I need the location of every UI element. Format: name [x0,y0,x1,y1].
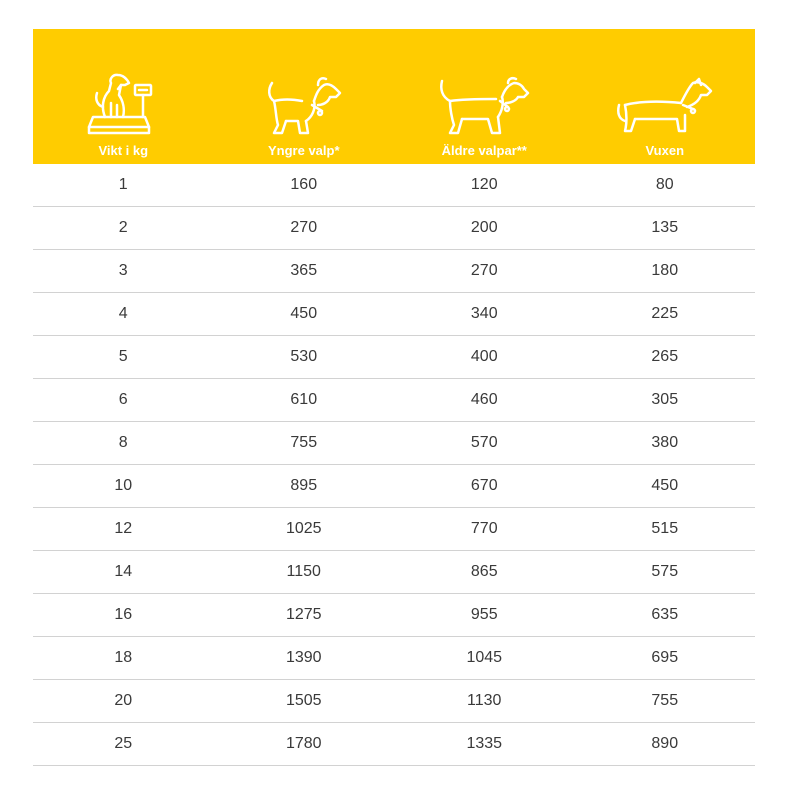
cell-weight: 2 [118,219,128,236]
header-older-puppy [394,29,575,164]
cell-adult: 890 [651,735,679,752]
cell-young-puppy: 530 [290,348,318,365]
cell-older-puppy: 670 [470,477,498,494]
table-row [33,594,755,637]
table-row [33,723,755,766]
older-puppy-icon [436,75,532,141]
dog-on-scale-icon [85,71,161,141]
cell-adult: 635 [651,606,679,623]
table-row [33,293,755,336]
header-young-puppy [214,29,395,164]
table-row [33,207,755,250]
feeding-table [33,29,755,766]
table-row [33,164,755,207]
cell-adult: 135 [651,219,679,236]
cell-older-puppy: 270 [470,262,498,279]
header-label-young-puppy: Yngre valp* [267,143,340,158]
cell-young-puppy: 610 [290,391,318,408]
cell-older-puppy: 1045 [466,649,503,666]
cell-adult: 515 [651,520,679,537]
cell-adult: 695 [651,649,679,666]
cell-older-puppy: 120 [470,176,498,193]
cell-weight: 4 [118,305,128,322]
cell-older-puppy: 340 [470,305,498,322]
cell-young-puppy: 1275 [285,606,322,623]
header-label-adult: Vuxen [645,143,685,158]
cell-young-puppy: 895 [290,477,318,494]
cell-adult: 755 [651,692,679,709]
cell-weight: 1 [118,176,128,193]
cell-young-puppy: 755 [290,434,318,451]
cell-older-puppy: 865 [470,563,498,580]
cell-adult: 180 [651,262,679,279]
table-header [33,29,755,164]
cell-young-puppy: 1505 [285,692,322,709]
adult-dog-icon [613,75,717,141]
cell-older-puppy: 460 [470,391,498,408]
cell-adult: 265 [651,348,679,365]
table-row [33,422,755,465]
cell-young-puppy: 1025 [285,520,322,537]
table-row [33,637,755,680]
cell-adult: 305 [651,391,679,408]
cell-adult: 575 [651,563,679,580]
cell-adult: 450 [651,477,679,494]
cell-weight: 8 [118,434,128,451]
table-row [33,465,755,508]
cell-weight: 18 [114,649,133,666]
cell-weight: 10 [114,477,133,494]
header-weight [33,29,214,164]
header-label-older-puppy: Äldre valpar** [441,143,527,158]
cell-older-puppy: 1130 [467,692,502,709]
puppy-icon [262,75,346,141]
cell-young-puppy: 1780 [285,735,322,752]
cell-weight: 16 [114,606,133,623]
cell-young-puppy: 450 [290,305,318,322]
cell-weight: 5 [118,348,128,365]
cell-older-puppy: 955 [470,606,498,623]
header-adult [575,29,756,164]
cell-older-puppy: 200 [470,219,498,236]
cell-older-puppy: 570 [470,434,498,451]
cell-weight: 12 [114,520,133,537]
table-row [33,680,755,723]
table-body [33,164,755,766]
cell-weight: 3 [118,262,128,279]
table-row [33,336,755,379]
cell-young-puppy: 365 [290,262,318,279]
cell-adult: 225 [651,305,679,322]
cell-older-puppy: 1335 [466,735,503,752]
cell-weight: 6 [118,391,128,408]
cell-young-puppy: 160 [290,176,318,193]
table-row [33,379,755,422]
cell-adult: 80 [655,176,674,193]
cell-older-puppy: 770 [470,520,498,537]
table-row [33,551,755,594]
cell-weight: 25 [114,735,133,752]
cell-weight: 20 [114,692,133,709]
cell-older-puppy: 400 [470,348,498,365]
cell-weight: 14 [114,563,133,580]
cell-adult: 380 [651,434,679,451]
cell-young-puppy: 1390 [285,649,322,666]
cell-young-puppy: 270 [290,219,318,236]
table-row [33,508,755,551]
table-row [33,250,755,293]
cell-young-puppy: 1150 [286,563,321,580]
header-label-weight: Vikt i kg [98,143,149,158]
